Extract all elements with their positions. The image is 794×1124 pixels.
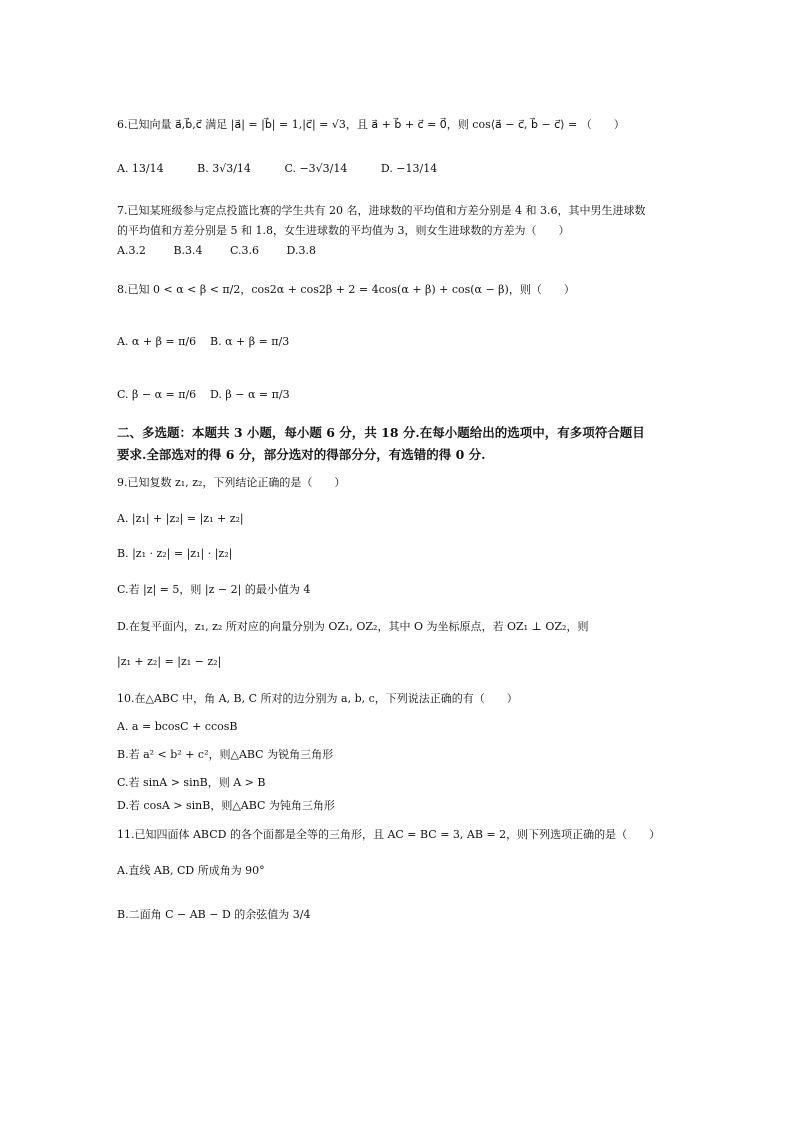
q8-option-d: D. β − α = π/3 (210, 388, 290, 401)
q7-option-a: A.3.2 (117, 244, 146, 257)
q6-option-d: D. −13/14 (380, 162, 438, 175)
q7-stem-line1: 7.已知某班级参与定点投篮比赛的学生共有 20 名，进球数的平均值和方差分别是 4 和 3.6，其中男生进球数 (117, 204, 646, 217)
q7-option-b: B.3.4 (173, 244, 203, 257)
q10-option-b: B.若 a² < b² + c²，则△ABC 为锐角三角形 (117, 748, 334, 761)
q8-option-a: A. α + β = π/6 (117, 335, 197, 348)
q6-option-b: B. 3√3/14 (197, 162, 251, 175)
q8-option-c: C. β − α = π/6 (117, 388, 197, 401)
q10-option-c: C.若 sinA > sinB，则 A > B (117, 776, 266, 789)
q9-option-d: D.在复平面内，z₁, z₂ 所对应的向量分别为 OZ₁, OZ₂，其中 O 为坐标原点，若 OZ₁ ⊥ OZ₂，则 (117, 620, 589, 633)
q10-option-a: A. a = bcosC + ccosB (117, 720, 238, 733)
q7-option-c: C.3.6 (230, 244, 260, 257)
q8-option-b: B. α + β = π/3 (210, 335, 290, 348)
q9-option-d-continued: |z₁ + z₂| = |z₁ − z₂| (117, 655, 222, 668)
q10-stem: 10.在△ABC 中，角 A, B, C 所对的边分别为 a, b, c，下列说法正确的有（ ） (117, 692, 518, 705)
q9-stem: 9.已知复数 z₁, z₂，下列结论正确的是（ ） (117, 476, 346, 489)
q6-options (117, 162, 467, 177)
q11-option-b: B.二面角 C − AB − D 的余弦值为 3/4 (117, 908, 311, 921)
q7-stem-line2: 的平均值和方差分别是 5 和 1.8，女生进球数的平均值为 3，则女生进球数的方差为（ ） (117, 224, 570, 237)
q11-stem: 11.已知四面体 ABCD 的各个面都是全等的三角形，且 AC = BC = 3, AB = 2，则下列选项正确的是（ ） (117, 828, 661, 841)
q11-option-a: A.直线 AB, CD 所成角为 90° (117, 864, 265, 877)
q6-option-a: A. 13/14 (117, 162, 164, 175)
q9-option-b: B. |z₁ · z₂| = |z₁| · |z₂| (117, 547, 233, 560)
q10-option-d: D.若 cosA > sinB，则△ABC 为钝角三角形 (117, 799, 335, 812)
section2-heading-line2: 要求.全部选对的得 6 分，部分选对的得部分分，有选错的得 0 分. (117, 447, 486, 462)
q7-options (117, 244, 340, 259)
q6-option-c: C. −3√3/14 (284, 162, 348, 175)
q9-option-a: A. |z₁| + |z₂| = |z₁ + z₂| (117, 512, 244, 525)
q8-stem: 8.已知 0 < α < β < π/2，cos2α + cos2β + 2 = 4cos(α + β) + cos(α − β)，则（ ） (117, 283, 575, 296)
section2-heading-line1: 二、多选题：本题共 3 小题，每小题 6 分，共 18 分.在每小题给出的选项中，有多项符合题目 (117, 425, 645, 440)
q7-option-d: D.3.8 (286, 244, 316, 257)
q6-stem: 6.已知向量 a⃗,b⃗,c⃗ 满足 |a⃗| = |b⃗| = 1,|c⃗| = √3，且 a⃗ + b⃗ + c⃗ = 0⃗，则 cos⟨a⃗ − c⃗, b⃗ − c⃗⟩ = （ ） (117, 118, 625, 131)
q9-option-c: C.若 |z| = 5，则 |z − 2| 的最小值为 4 (117, 583, 311, 596)
